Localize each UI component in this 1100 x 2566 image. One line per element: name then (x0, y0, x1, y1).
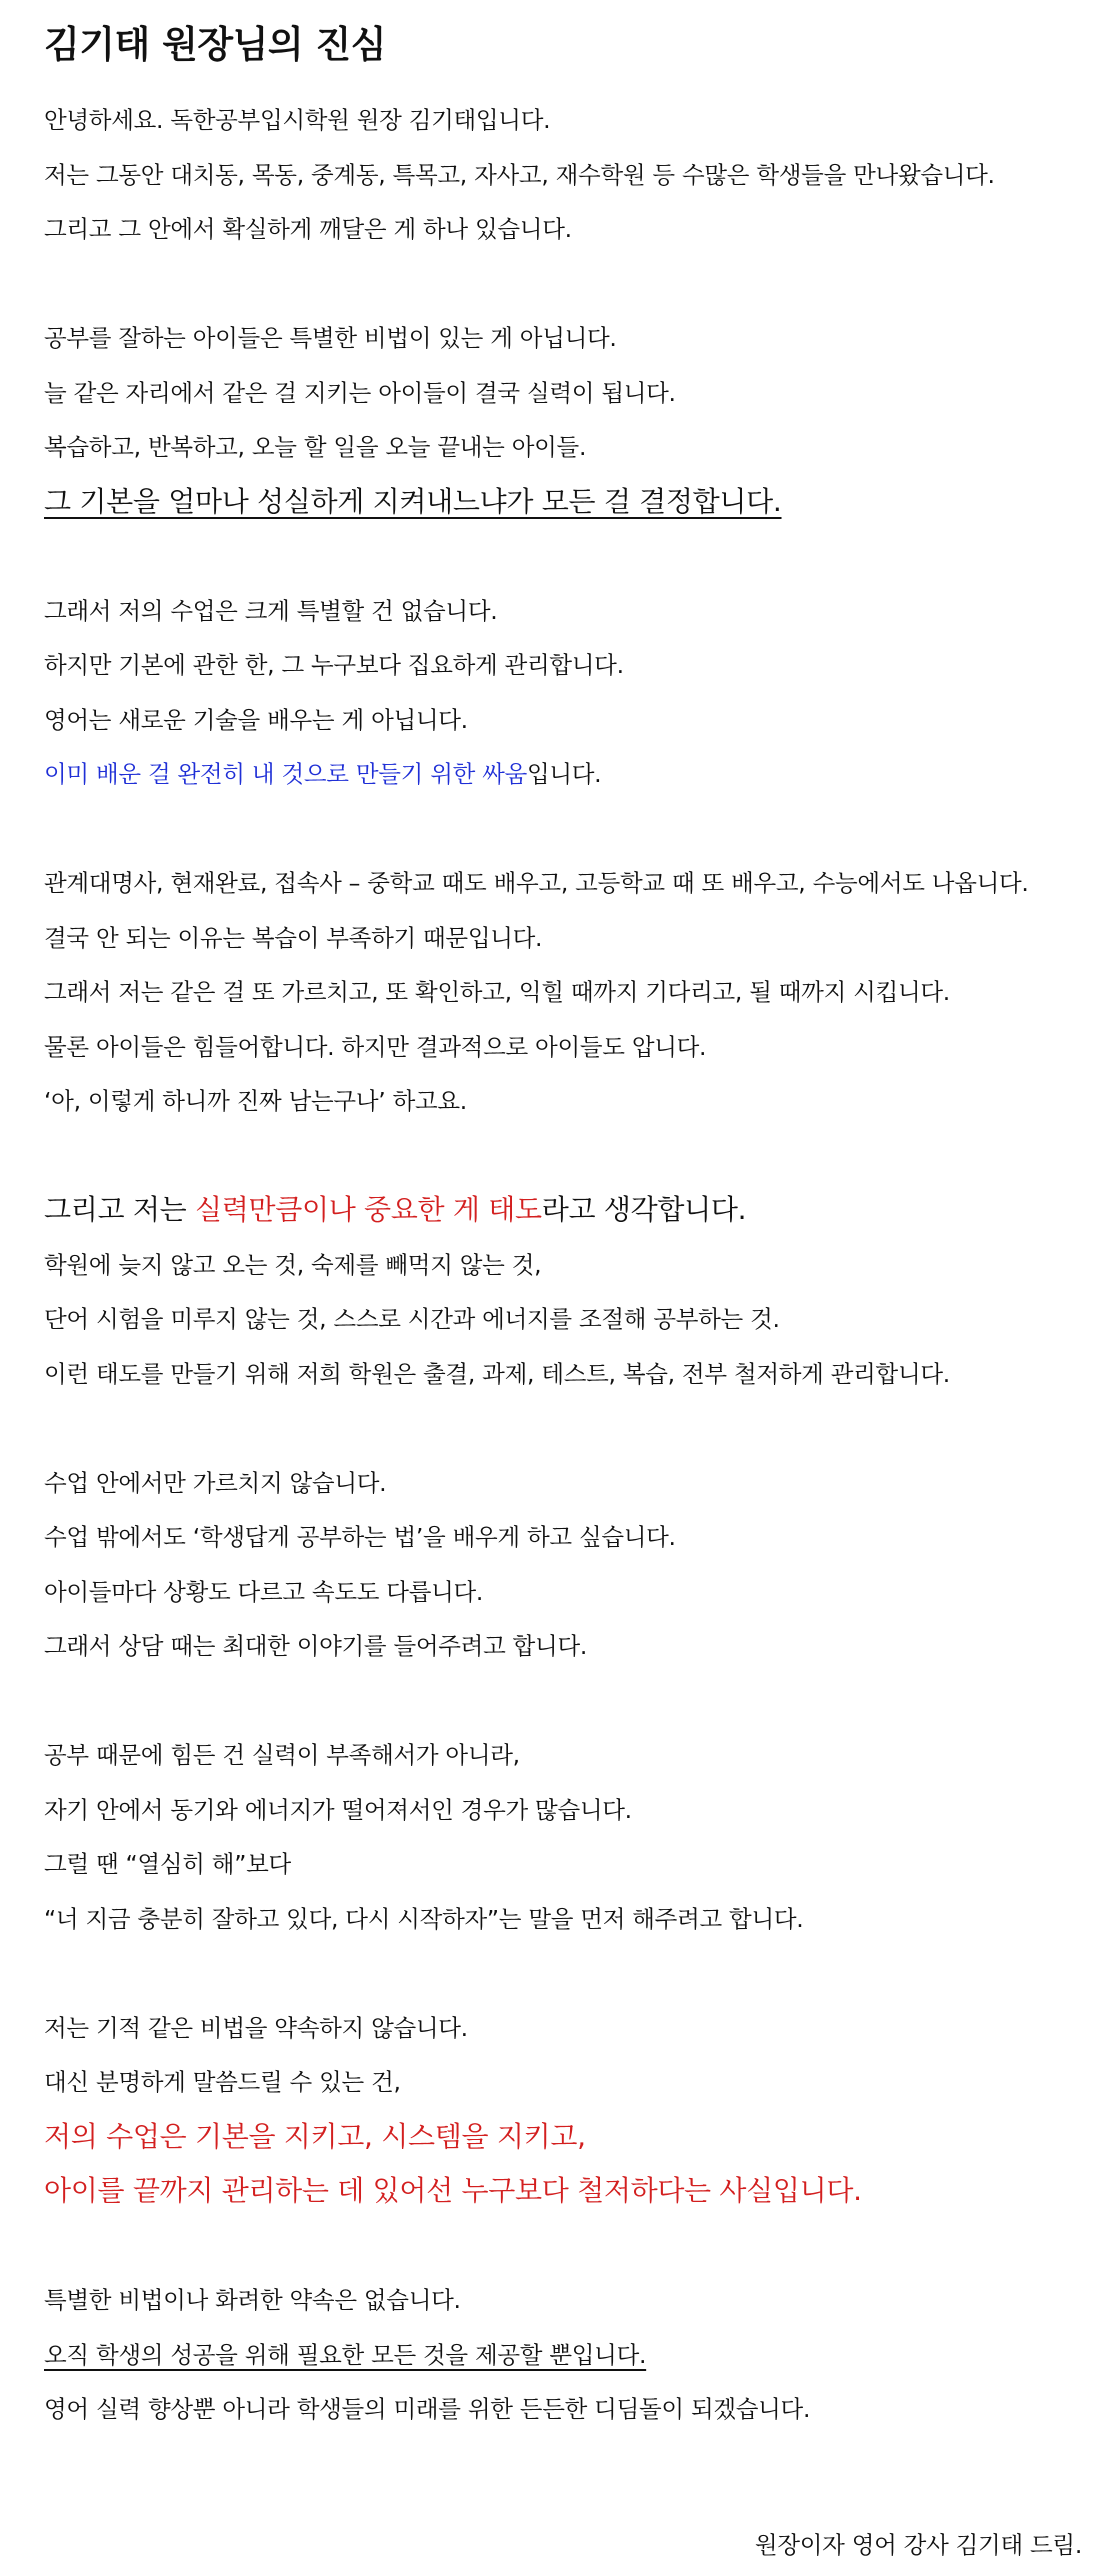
text-line: 그래서 상담 때는 최대한 이야기를 들어주려고 합니다. (44, 1632, 588, 1660)
text-line: 그래서 저는 같은 걸 또 가르치고, 또 확인하고, 익힐 때까지 기다리고, 될 때까지 시킵니다. (44, 978, 950, 1006)
paragraph-spacer (44, 1401, 1074, 1456)
paragraph-spacer (44, 2219, 1074, 2274)
paragraph-basics (44, 311, 1074, 529)
text-line: “너 지금 충분히 잘하고 있다, 다시 시작하자”는 말을 먼저 해주려고 합니다. (44, 1904, 804, 1933)
paragraph-spacer (44, 1129, 1074, 1184)
text-line: 그래서 저의 수업은 크게 특별할 건 없습니다. (44, 596, 498, 625)
signature: 원장이자 영어 강사 김기태 드림. (754, 2531, 1082, 2559)
emphasis-underlined-line: 그 기본을 얼마나 성실하게 지켜내느냐가 모든 걸 결정합니다. (44, 484, 782, 518)
text-line: 복습하고, 반복하고, 오늘 할 일을 오늘 끝내는 아이들. (44, 433, 587, 461)
red-emphasis-line: 저의 수업은 기본을 지키고, 시스템을 지키고, (44, 2119, 586, 2153)
text-line: 아이들마다 상황도 다르고 속도도 다릅니다. (44, 1577, 484, 1606)
text-line: 자기 안에서 동기와 에너지가 떨어져서인 경우가 많습니다. (44, 1795, 632, 1824)
paragraph-closing (44, 2273, 1074, 2437)
text-line: ‘아, 이렇게 하니까 진짜 남는구나’ 하고요. (44, 1087, 467, 1115)
text-line: 학원에 늦지 않고 오는 것, 숙제를 빼먹지 않는 것, (44, 1250, 542, 1279)
text-line: 수업 안에서만 가르치지 않습니다. (44, 1468, 387, 1497)
red-highlight-text: 실력만큼이나 중요한 게 태도 (194, 1193, 542, 1226)
text-line: 공부를 잘하는 아이들은 특별한 비법이 있는 게 아닙니다. (44, 324, 617, 352)
text-line: 영어 실력 향상뿐 아니라 학생들의 미래를 위한 든든한 디딤돌이 되겠습니다. (44, 2395, 811, 2423)
paragraph-attitude (44, 1183, 1074, 1401)
text-line: 하지만 기본에 관한 한, 그 누구보다 집요하게 관리합니다. (44, 651, 624, 679)
paragraph-promise (44, 2001, 1074, 2219)
paragraph-spacer (44, 1674, 1074, 1729)
heading-tail-text: 라고 생각합니다. (541, 1193, 747, 1226)
text-line: 이런 태도를 만들기 위해 저희 학원은 출결, 과제, 테스트, 복습, 전부 철저하게 관리합니다. (44, 1359, 950, 1388)
text-line: 관계대명사, 현재완료, 접속사 – 중학교 때도 배우고, 고등학교 때 또 배우고, 수능에서도 나옵니다. (44, 869, 1029, 897)
text-line: 그리고 그 안에서 확실하게 깨달은 게 하나 있습니다. (44, 215, 572, 243)
text-line: 공부 때문에 힘든 건 실력이 부족해서가 아니라, (44, 1741, 520, 1769)
blue-highlight-text: 이미 배운 걸 완전히 내 것으로 만들기 위한 싸움 (44, 760, 527, 788)
text-line: 수업 밖에서도 ‘학생답게 공부하는 법’을 배우게 하고 싶습니다. (44, 1523, 676, 1551)
paragraph-greeting (44, 93, 1074, 257)
paragraph-spacer (44, 529, 1074, 584)
paragraph-counseling (44, 1456, 1074, 1674)
line-tail-text: 입니다. (526, 760, 602, 788)
underlined-line: 오직 학생의 성공을 위해 필요한 모든 것을 제공할 뿐입니다. (44, 2340, 647, 2369)
letter-body (44, 93, 1074, 2437)
heading-lead-text: 그리고 저는 (44, 1193, 195, 1226)
text-line: 특별한 비법이나 화려한 약속은 없습니다. (44, 2286, 461, 2314)
text-line-mixed (44, 747, 1074, 802)
text-line: 결국 안 되는 이유는 복습이 부족하기 때문입니다. (44, 923, 543, 952)
text-line: 대신 분명하게 말씀드릴 수 있는 건, (44, 2068, 401, 2096)
text-line: 늘 같은 자리에서 같은 걸 지키는 아이들이 결국 실력이 됩니다. (44, 378, 676, 407)
text-line: 그럴 땐 “열심히 해”보다 (44, 1850, 291, 1878)
text-line: 안녕하세요. 독한공부입시학원 원장 김기태입니다. (44, 106, 551, 134)
paragraph-spacer (44, 802, 1074, 857)
paragraph-class-style (44, 584, 1074, 802)
text-line: 물론 아이들은 힘들어합니다. 하지만 결과적으로 아이들도 압니다. (44, 1032, 707, 1061)
paragraph-motivation (44, 1728, 1074, 1946)
paragraph-spacer (44, 1946, 1074, 2001)
text-line: 저는 그동안 대치동, 목동, 중계동, 특목고, 자사고, 재수학원 등 수많은 학생들을 만나왔습니다. (44, 160, 995, 189)
text-line: 영어는 새로운 기술을 배우는 게 아닙니다. (44, 705, 468, 734)
paragraph-review (44, 856, 1074, 1129)
paragraph-spacer (44, 257, 1074, 312)
attitude-heading-line (44, 1183, 1074, 1238)
page-title: 김기태 원장님의 진심 (44, 23, 386, 66)
red-emphasis-line: 아이를 끝까지 관리하는 데 있어선 누구보다 철저하다는 사실입니다. (44, 2174, 862, 2207)
text-line: 단어 시험을 미루지 않는 것, 스스로 시간과 에너지를 조절해 공부하는 것. (44, 1305, 780, 1333)
text-line: 저는 기적 같은 비법을 약속하지 않습니다. (44, 2013, 468, 2042)
